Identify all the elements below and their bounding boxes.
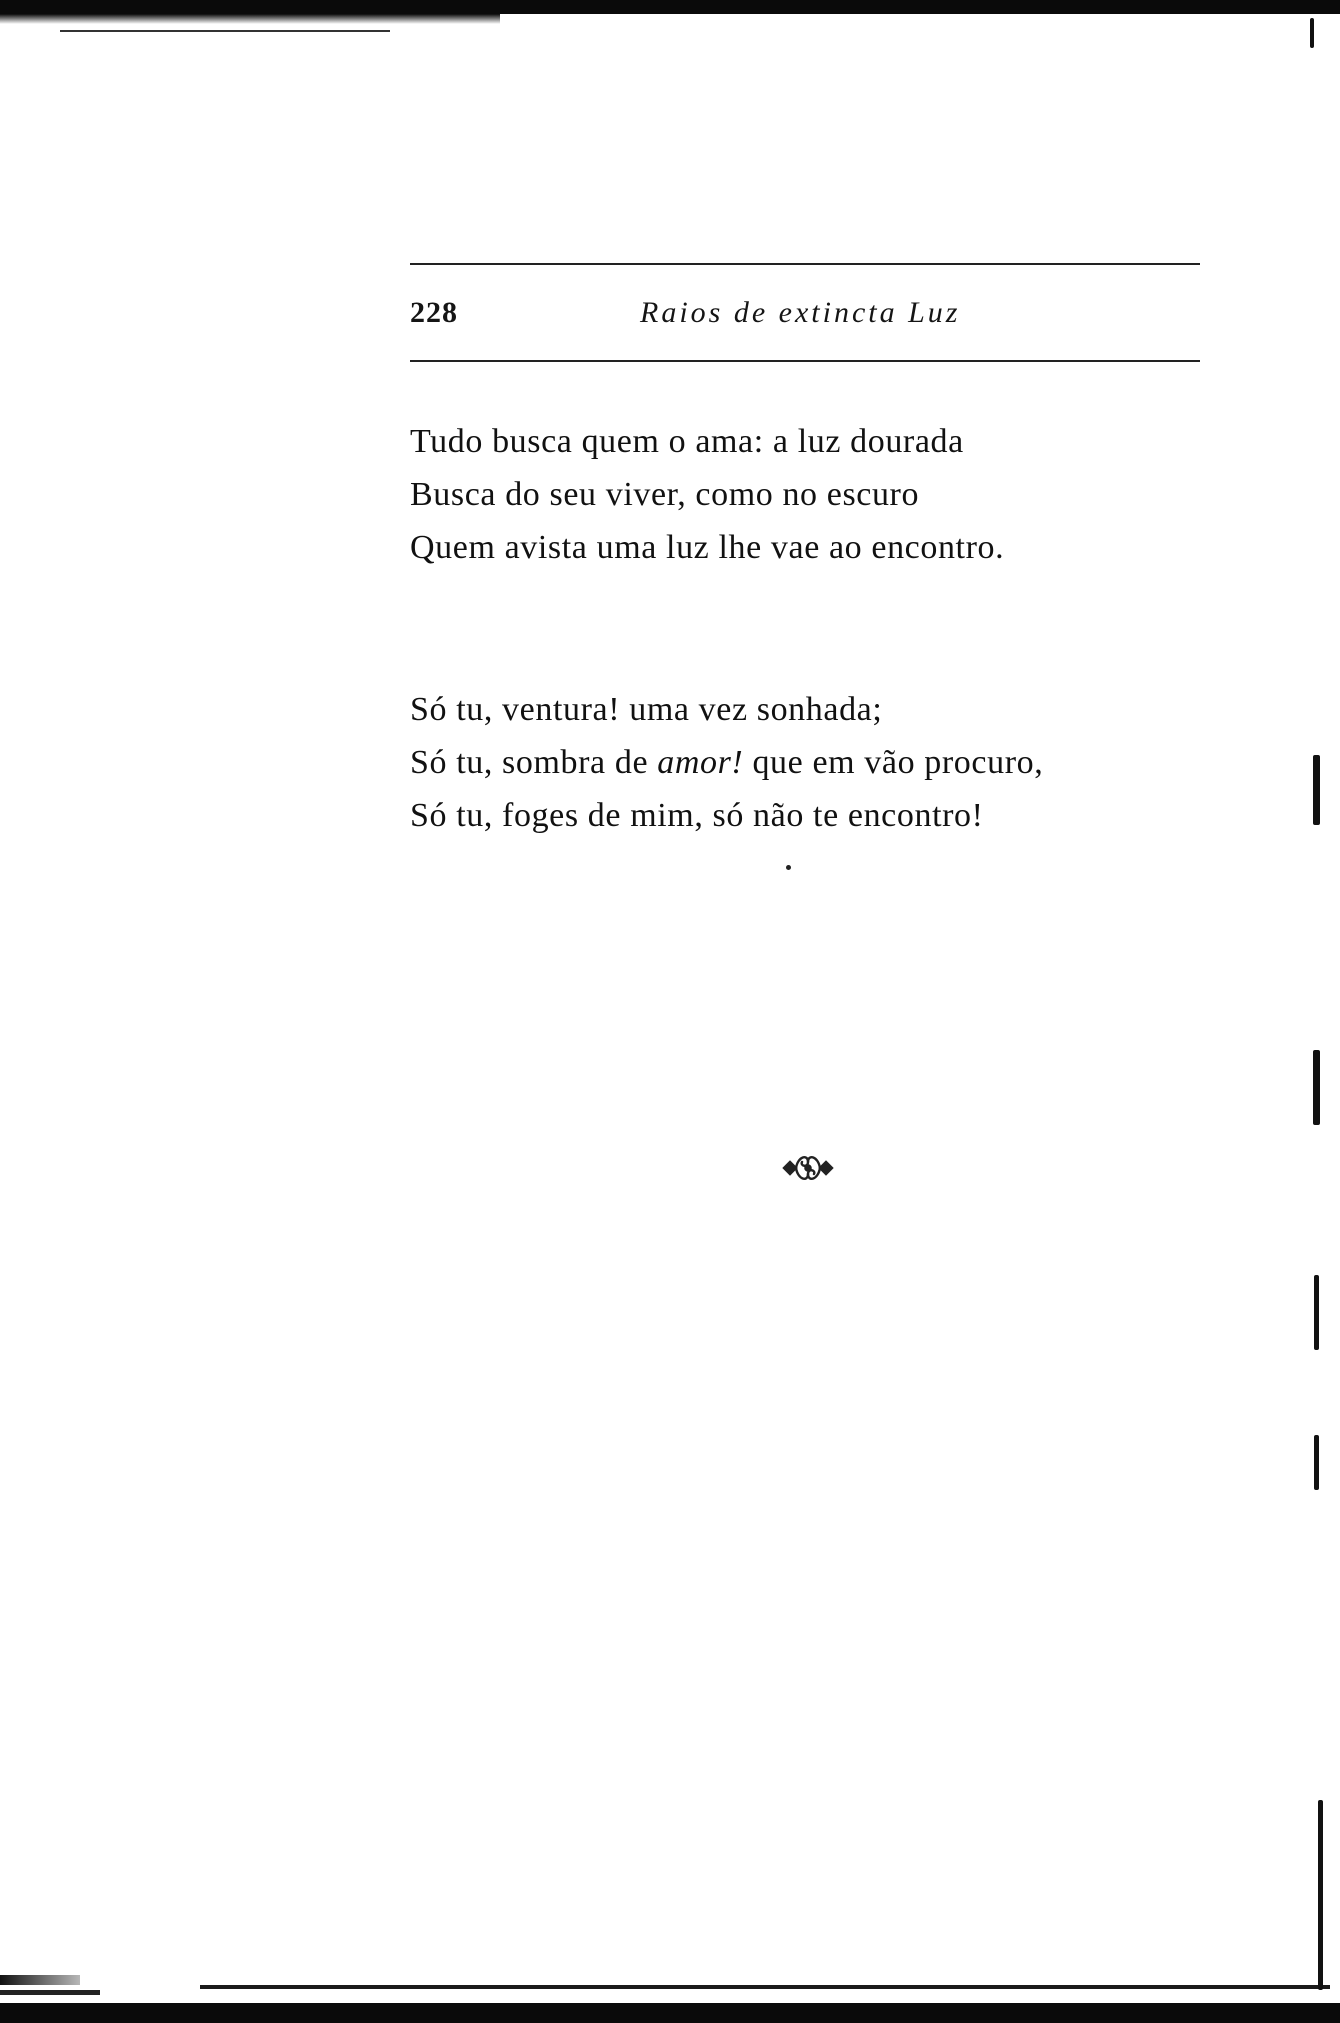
page-edge-mark	[1310, 18, 1314, 48]
scan-edge-top	[0, 0, 1340, 14]
scan-mark-bottom-left-2	[0, 1990, 100, 1995]
verse-line: Quem avista uma luz lhe vae ao encontro.	[410, 529, 1005, 566]
scan-edge-bottom	[0, 2003, 1340, 2023]
page-edge-mark	[1313, 755, 1320, 825]
scan-mark-bottom-left	[0, 1975, 80, 1985]
fleuron-ornament-icon	[780, 1150, 836, 1186]
page-edge-mark	[1314, 1275, 1319, 1350]
emphasis-amor: amor!	[657, 744, 744, 781]
stanza-2	[410, 683, 1043, 842]
verse-line: Só tu, sombra de amor! que em vão procuro,	[410, 744, 1044, 781]
verse-line: Busca do seu viver, como no escuro	[410, 476, 920, 513]
page-edge-mark	[1313, 1050, 1320, 1125]
verse-line: Só tu, ventura! uma vez sonhada;	[410, 691, 883, 728]
header-rule-bottom	[410, 360, 1200, 362]
verse-line: Tudo busca quem o ama: a luz dourada	[410, 423, 964, 460]
scan-edge-top-fade	[0, 14, 500, 24]
running-title: Raios de extincta Luz	[640, 296, 961, 329]
verse-line: Só tu, foges de mim, só não te encontro!	[410, 797, 984, 834]
scan-line-top	[60, 30, 390, 32]
page-edge-mark	[1314, 1435, 1319, 1490]
stanza-1	[410, 415, 1004, 574]
page-number: 228	[410, 296, 458, 329]
ink-speck	[786, 865, 791, 870]
header-rule-top	[410, 263, 1200, 265]
page-edge-mark	[1318, 1800, 1323, 1990]
scan-line-bottom	[200, 1985, 1330, 1989]
